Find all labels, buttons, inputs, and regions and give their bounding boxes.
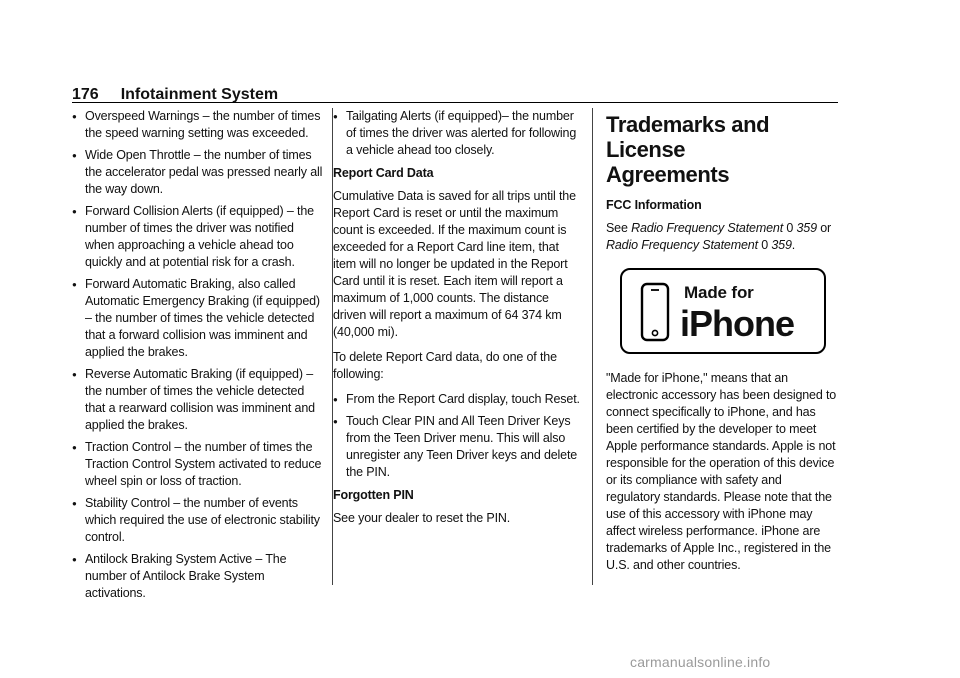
report-card-paragraph: Cumulative Data is saved for all trips until the Report Card is reset or until the maximum count is exceeded. If the maximum count is exceeded for a Report Card line item, that item will no longer be updated in the Report Card until it is reset. Each item will report a maximum of 1,000 counts. The distance driven will report a maximum of 64 374 km (40,000 mi).	[333, 189, 576, 339]
badge-line-2: iPhone	[680, 303, 795, 344]
header-divider	[72, 102, 838, 103]
list-item: ● Stability Control – the number of events which required the use of electronic stability control.	[72, 495, 324, 546]
delete-steps-list	[333, 391, 585, 481]
or-text: or	[820, 221, 832, 235]
ref-link-1[interactable]	[631, 221, 817, 235]
trademarks-title	[606, 112, 838, 187]
report-card-items-list	[72, 108, 324, 602]
iphone-paragraph: "Made for iPhone," means that an electronic accessory has been designed to connect specifically to iPhone, and has been certified by the developer to meet Apple performance standards. Apple is not responsible for the operation of this device or its compliance with safety and regulatory standards. Please note that the use of this accessory with iPhone may affect wireless performance. iPhone are trademarks of Apple Inc., registered in the U.S. and other countries.	[606, 371, 837, 572]
ref-page: 359	[796, 221, 817, 235]
page-header	[72, 80, 838, 104]
section-title-header: Infotainment System	[120, 86, 279, 103]
column-divider-2	[592, 108, 593, 585]
period: .	[791, 238, 796, 252]
page-ref-icon: 0	[761, 238, 769, 252]
list-item: ● Overspeed Warnings – the number of times the speed warning setting was exceeded.	[72, 108, 324, 142]
iphone-icon	[640, 282, 670, 342]
list-item: ● Forward Collision Alerts (if equipped) – the number of times the driver was notified when approaching a vehicle ahead too quickly and at potential risk for a crash.	[72, 203, 324, 271]
column-1	[72, 108, 324, 607]
column-2	[333, 108, 585, 535]
see-text: See	[606, 221, 628, 235]
forgotten-pin-heading: Forgotten PIN	[333, 488, 414, 502]
ref-link-2[interactable]	[606, 238, 792, 252]
title-line-2: Agreements	[606, 162, 730, 187]
report-card-heading: Report Card Data	[333, 166, 434, 180]
list-item: ● Wide Open Throttle – the number of times the accelerator pedal was pressed nearly all the way down.	[72, 147, 324, 198]
title-line-1: Trademarks and License	[606, 112, 770, 162]
made-for-iphone-badge	[620, 268, 826, 354]
delete-intro-paragraph: To delete Report Card data, do one of the following:	[333, 350, 557, 381]
tailgating-list	[333, 108, 585, 159]
fcc-heading: FCC Information	[606, 198, 702, 212]
fcc-paragraph	[606, 220, 838, 254]
list-item: ● Tailgating Alerts (if equipped)– the number of times the driver was alerted for following a vehicle ahead too closely.	[333, 108, 585, 159]
list-item: ● Reverse Automatic Braking (if equipped) – the number of times the vehicle detected that a rearward collision was imminent and applied the brakes.	[72, 366, 324, 434]
watermark: carmanualsonline.info	[630, 654, 771, 670]
forgotten-pin-paragraph: See your dealer to reset the PIN.	[333, 511, 511, 525]
ref-page: 359	[771, 238, 792, 252]
ref-label: Radio Frequency Statement	[606, 238, 758, 252]
page-ref-icon: 0	[786, 221, 794, 235]
badge-line-1: Made for	[684, 283, 754, 302]
list-item: ● Touch Clear PIN and All Teen Driver Keys from the Teen Driver menu. This will also unregister any Teen Driver keys and delete the PIN.	[333, 413, 585, 481]
list-item: ● Forward Automatic Braking, also called Automatic Emergency Braking (if equipped) – the number of times the vehicle detected that a forward collision was imminent and applied the brakes.	[72, 276, 324, 361]
page-number: 176	[72, 86, 99, 103]
ref-label: Radio Frequency Statement	[631, 221, 784, 235]
list-item: ● Antilock Braking System Active – The number of Antilock Brake System activations.	[72, 551, 324, 602]
column-3	[606, 108, 838, 582]
list-item: ● Traction Control – the number of times the Traction Control System activated to reduce wheel spin or loss of traction.	[72, 439, 324, 490]
list-item: ● From the Report Card display, touch Reset.	[333, 391, 585, 408]
